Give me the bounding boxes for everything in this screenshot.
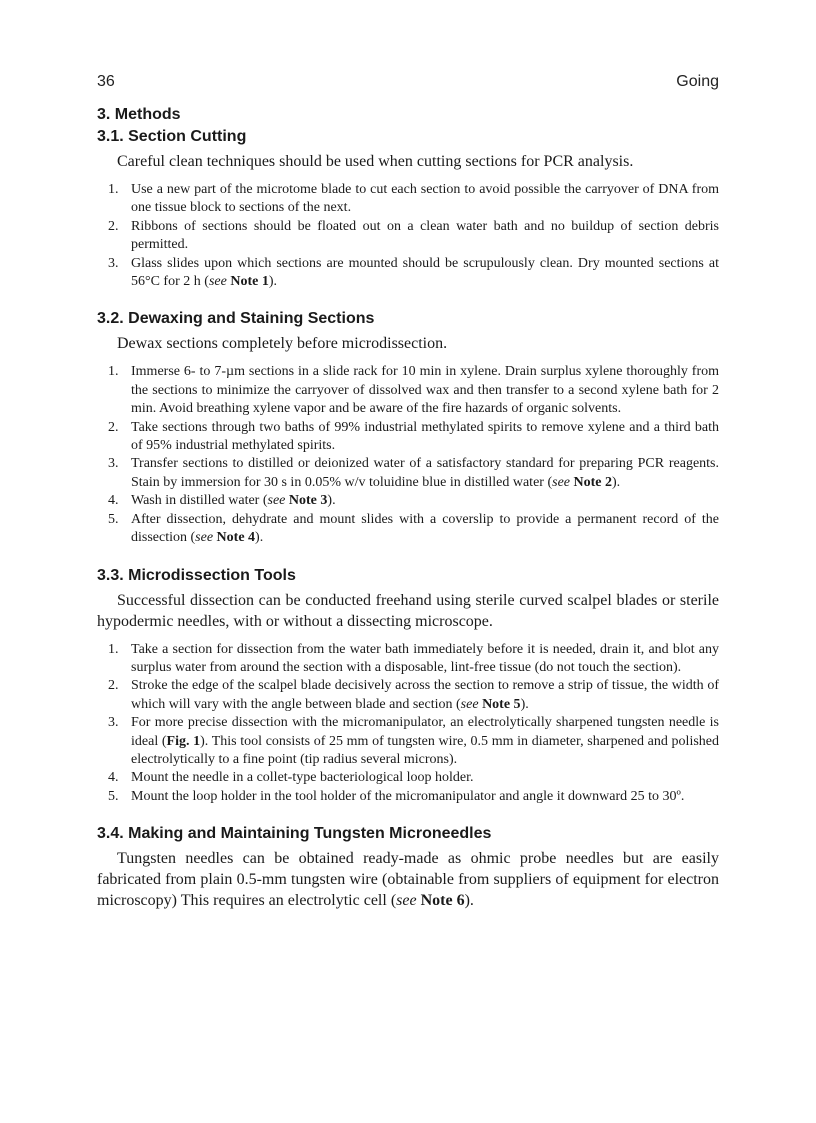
subsection-title: 3.4. Making and Maintaining Tungsten Microneedles [97, 825, 492, 843]
see-ref: see [208, 274, 227, 290]
content [97, 104, 719, 911]
intro-tail: ). [464, 892, 474, 910]
intro-paragraph: Successful dissection can be conducted freehand using sterile curved scalpel blades or sterile hypodermic needles, with or without a dissecting microscope. [97, 591, 719, 630]
item-tail: ). [327, 493, 336, 509]
intro-paragraph: Careful clean techniques should be used when cutting sections for PCR analysis. [117, 153, 634, 170]
item-text: Immerse 6- to 7-µm sections in a slide rack for 10 min in xylene. Drain surplus xylene thoroughly from the sections to minimize the carryover of dissolved wax and then transfer to a second xylene bath for 2 min. Avoid breathing xylene vapor and be aware of the fire hazards of organic solvents. [131, 364, 719, 417]
note-ref[interactable]: Note 1 [230, 274, 269, 290]
intro-text: Tungsten needles can be obtained ready-made as ohmic probe needles but are easily fabricated from plain 0.5-mm tungsten wire (obtainable from suppliers of equipment for electron microscopy) This requires an electrolytic cell ( [97, 850, 719, 910]
list-item [97, 511, 719, 548]
see-ref: see [552, 474, 571, 490]
steps-list [97, 641, 719, 807]
see-ref: see [396, 892, 417, 910]
steps-list [97, 363, 719, 547]
item-text: Mount the needle in a collet-type bacteriological loop holder. [131, 770, 474, 786]
item-tail: ). [255, 530, 264, 546]
note-ref[interactable]: Note 5 [482, 696, 521, 712]
running-head [97, 73, 719, 93]
list-item [97, 769, 719, 787]
subsection-title: 3.1. Section Cutting [97, 128, 247, 145]
item-tail: ). This tool consists of 25 mm of tungsten wire, 0.5 mm in diameter, sharpened and polished electrolytically to a fine point (tip radius several microns). [131, 733, 719, 767]
item-number: 1. [108, 182, 119, 197]
item-text: Glass slides upon which sections are mounted should be scrupulously clean. Dry mounted sections at 56°C for 2 h ( [131, 255, 719, 290]
note-ref[interactable]: Note 3 [288, 493, 328, 509]
list-item [97, 641, 719, 678]
note-ref[interactable]: Note 6 [420, 892, 465, 910]
item-number: 2. [108, 419, 119, 435]
item-text: For more precise dissection with the micromanipulator, an electrolytically sharpened tungsten needle is ideal ( [131, 715, 719, 749]
steps-list [97, 181, 719, 291]
page-number: 36 [97, 73, 115, 90]
item-number: 1. [108, 641, 119, 657]
item-text: Take sections through two baths of 99% industrial methylated spirits to remove xylene and a third bath of 95% industrial methylated spirits. [131, 419, 719, 454]
list-item [97, 419, 719, 456]
list-item [97, 363, 719, 418]
item-text: Mount the loop holder in the tool holder of the micromanipulator and angle it downward 25 to 30º. [131, 788, 685, 804]
subsection-title: 3.3. Microdissection Tools [97, 566, 296, 584]
item-number: 2. [108, 678, 119, 694]
list-item [97, 455, 719, 492]
list-item [97, 677, 719, 714]
item-text: Ribbons of sections should be floated out on a clean water bath and no buildup of section debris permitted. [131, 218, 719, 253]
item-tail: ). [268, 274, 277, 290]
list-item [97, 255, 719, 292]
figure-ref[interactable]: Fig. 1 [166, 733, 201, 749]
item-number: 5. [108, 511, 119, 527]
see-ref: see [195, 530, 214, 546]
item-number: 3. [108, 456, 119, 472]
item-text: Transfer sections to distilled or deionized water of a satisfactory standard for preparing PCR reagents. Stain by immersion for 30 s in 0.05% w/v toluidine blue in distilled water ( [131, 456, 719, 490]
list-item [97, 492, 719, 510]
list-item [97, 181, 719, 218]
item-tail: ). [520, 696, 529, 712]
item-text: After dissection, dehydrate and mount slides with a coverslip to provide a permanent record of the dissection ( [131, 511, 719, 546]
running-author: Going [676, 73, 719, 90]
subsection-title: 3.2. Dewaxing and Staining Sections [97, 310, 375, 328]
note-ref[interactable]: Note 4 [216, 530, 256, 546]
item-number: 3. [108, 255, 119, 271]
item-text: Use a new part of the microtome blade to cut each section to avoid possible the carryover of DNA from one tissue block to sections of the next. [131, 182, 719, 216]
item-number: 3. [108, 715, 119, 731]
intro-paragraph [97, 848, 719, 911]
list-item [97, 218, 719, 255]
list-item [97, 788, 719, 806]
see-ref: see [460, 696, 479, 712]
item-number: 4. [108, 770, 119, 786]
section-title: 3. Methods [97, 106, 181, 123]
item-text: Stroke the edge of the scalpel blade decisively across the section to remove a strip of tissue, the width of which will vary with the angle between blade and section ( [131, 678, 719, 712]
list-item [97, 714, 719, 769]
item-number: 5. [108, 788, 119, 804]
note-ref[interactable]: Note 2 [573, 474, 613, 490]
item-number: 4. [108, 493, 119, 509]
intro-paragraph: Dewax sections completely before microdissection. [117, 335, 448, 353]
see-ref: see [267, 493, 286, 509]
item-text: Take a section for dissection from the water bath immediately before it is needed, drain it, and blot any surplus water from around the section with a disposable, lint-free tissue (do not touch the section). [131, 641, 719, 675]
item-number: 2. [108, 218, 119, 234]
item-number: 1. [108, 364, 119, 380]
item-tail: ). [612, 474, 621, 490]
item-text: Wash in distilled water ( [131, 493, 268, 509]
